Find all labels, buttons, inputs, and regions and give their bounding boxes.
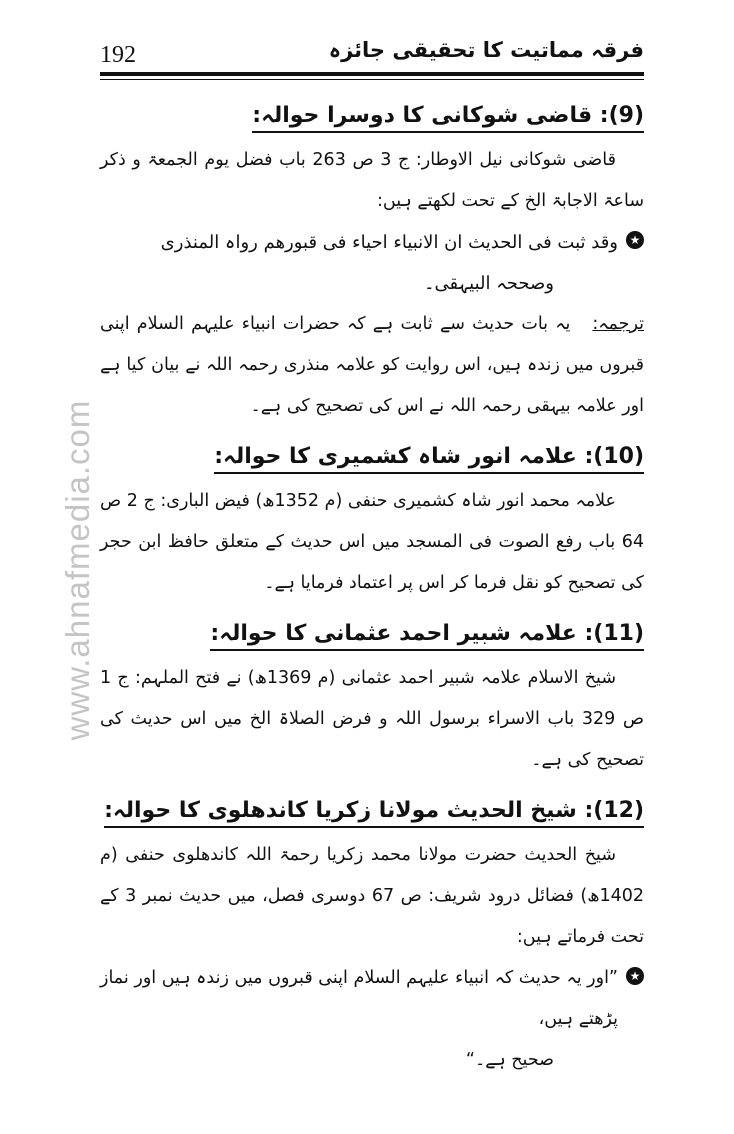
header-rule [100,72,644,76]
section-heading-10: (10): علامہ انور شاہ کشمیری کا حوالہ: [100,433,644,481]
watermark: www.ahnafmedia.com [59,399,96,741]
page-content [100,86,644,1081]
translation-text: یہ بات حدیث سے ثابت ہے کہ حضرات انبیاء علیہم السلام اپنی قبروں میں زندہ ہیں، اس روایت کو علامہ منذری رحمہ اللہ نے بیان کیا ہے اور علامہ بیہقی رحمہ اللہ نے اس کی تصحیح کی ہے۔ [100,314,644,416]
page-header [100,30,644,78]
section-12-quote [100,958,644,1081]
translation-label: ترجمہ: [592,314,644,334]
section-12-text: شیخ الحدیث حضرت مولانا محمد زکریا رحمۃ اللہ کاندھلوی حنفی (م 1402ھ) فضائل درود شریف: ص 67 دوسری فصل، میں حدیث نمبر 3 کے تحت فرماتے ہیں: [100,845,644,947]
section-heading-9: (9): قاضی شوکانی کا دوسرا حوالہ: [100,92,644,140]
book-title: فرقہ مماتیت کا تحقیقی جائزہ [328,38,644,62]
page-number: 192 [100,42,136,68]
section-9-intro: قاضی شوکانی نیل الاوطار: ج 3 ص 263 باب فضل یوم الجمعۃ و ذکر ساعۃ الاجابۃ الخ کے تحت لکھتے ہیں: [100,150,644,211]
quote-line: صحیح ہے۔“ [465,1050,554,1070]
header-rule-thin [100,79,644,80]
arabic-quote-line: وصححہ البیہقی۔ [423,273,554,294]
section-9-quote [100,222,644,304]
section-heading-12: (12): شیخ الحدیث مولانا زکریا کاندھلوی کا حوالہ: [100,787,644,835]
section-11-text: شیخ الاسلام علامہ شبیر احمد عثمانی (م 1369ھ) نے فتح الملہم: ج 1 ص 329 باب الاسراء برسول اللہ و فرض الصلاۃ الخ میں اس حدیث کی تصحیح کی ہے۔ [100,668,644,770]
section-10-text: علامہ محمد انور شاہ کشمیری حنفی (م 1352ھ) فیض الباری: ج 2 ص 64 باب رفع الصوت فی المسجد میں اس حدیث کے متعلق حافظ ابن حجر کی تصحیح کو نقل فرما کر اس پر اعتماد فرمایا ہے۔ [100,491,644,593]
star-bullet-icon: ★ [626,967,644,985]
section-9-translation [100,304,644,427]
star-bullet-icon: ★ [626,231,644,249]
section-heading-11: (11): علامہ شبیر احمد عثمانی کا حوالہ: [100,610,644,658]
quote-line: ”اور یہ حدیث کہ انبیاء علیہم السلام اپنی قبروں میں زندہ ہیں اور نماز پڑھتے ہیں، [100,968,618,1029]
arabic-quote-line: وقد ثبت فی الحدیث ان الانبیاء احیاء فی قبورھم رواہ المنذری [160,232,618,253]
